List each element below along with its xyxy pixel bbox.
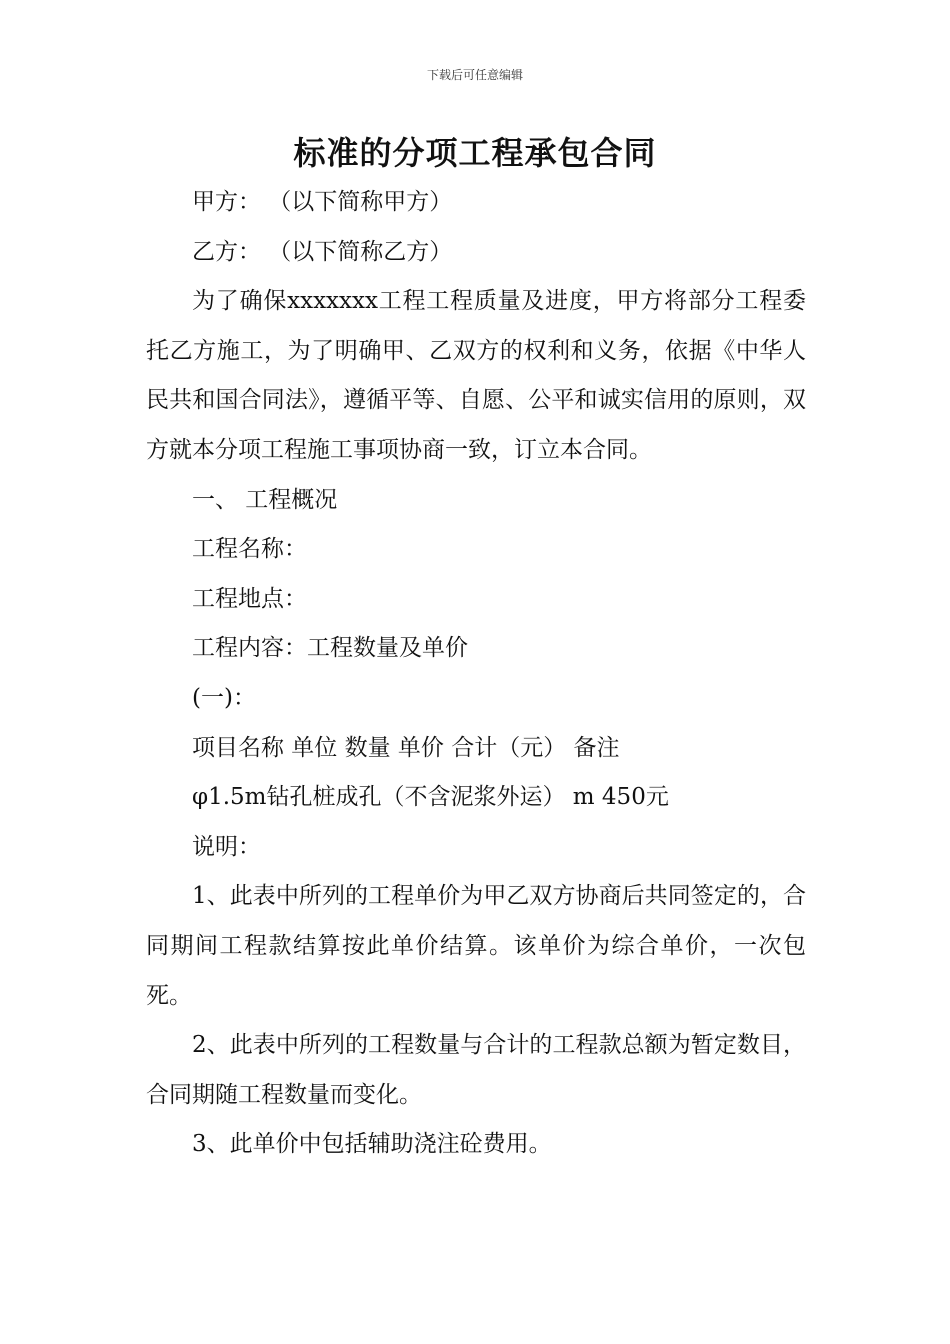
subsection-one-label: (一)： xyxy=(192,684,256,711)
party-b-line: 乙方： （以下简称乙方） xyxy=(192,238,453,265)
page-header-note: 下载后可任意编辑 xyxy=(426,68,523,82)
party-a-line: 甲方： （以下简称甲方） xyxy=(192,189,453,215)
preamble-paragraph: 为了确保xxxxxxx工程工程质量及进度，甲方将部分工程委托乙方施工，为了明确甲、乙双方的权利和义务，依据《中华人民共和国合同法》，遵循平等、自愿、公平和诚实信用的原则，双方就本分项工程施工事项协商一致，订立本合同。 xyxy=(146,288,806,463)
item-table-header: 项目名称 单位 数量 单价 合计（元） 备注 xyxy=(192,734,620,761)
document-title: 标准的分项工程承包合同 xyxy=(293,134,657,172)
notes-label: 说明： xyxy=(192,833,261,860)
item-table-row: φ1.5m钻孔桩成孔（不含泥浆外运） m 450元 xyxy=(192,784,669,811)
document-body xyxy=(146,178,806,1170)
note-item-1: 1、此表中所列的工程单价为甲乙双方协商后共同签定的，合同期间工程款结算按此单价结算。该单价为综合单价，一次包死。 xyxy=(146,883,806,1009)
note-item-3: 3、此单价中包括辅助浇注砼费用。 xyxy=(192,1131,552,1158)
project-location-line: 工程地点： xyxy=(192,585,307,612)
note-item-2: 2、此表中所列的工程数量与合计的工程款总额为暂定数目，合同期随工程数量而变化。 xyxy=(146,1032,806,1108)
project-name-line: 工程名称： xyxy=(192,536,307,563)
section-heading-overview: 一、 工程概况 xyxy=(192,486,338,513)
project-content-line: 工程内容：工程数量及单价 xyxy=(192,635,468,662)
